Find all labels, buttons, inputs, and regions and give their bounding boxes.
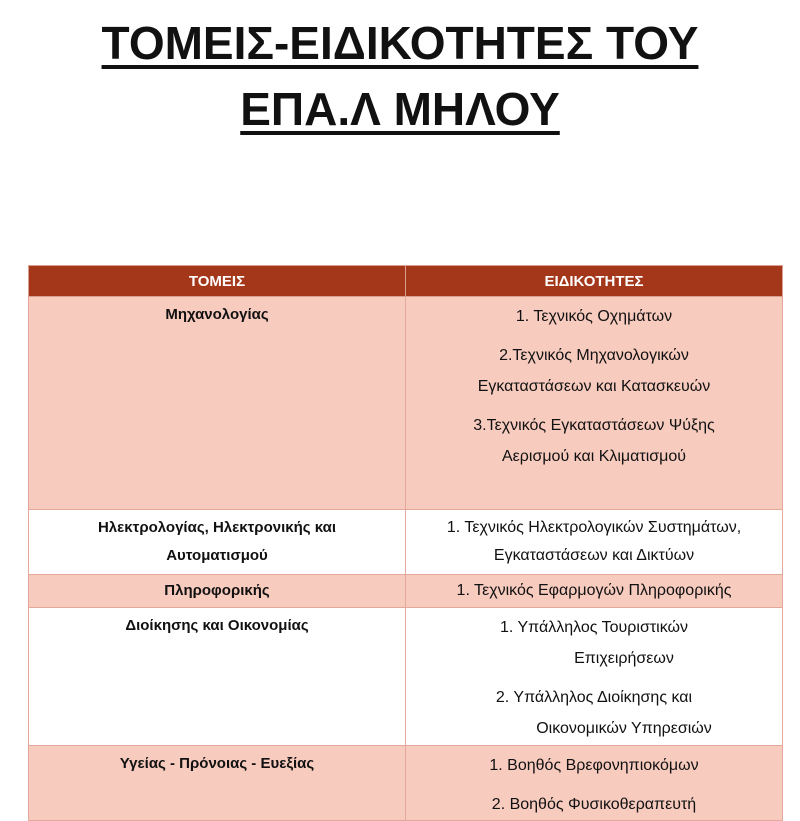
specialty-item: 1. Τεχνικός Εφαρμογών Πληροφορικής (456, 582, 732, 599)
specialty-item: Εγκαταστάσεων και Δικτύων (493, 547, 695, 564)
sector-cell (29, 608, 406, 746)
sector-cell (29, 297, 406, 510)
table-row (29, 297, 783, 510)
sector-name: Υγείας - Πρόνοιας - Ευεξίας (119, 755, 315, 772)
table-row (29, 746, 783, 821)
specialty-item: Επιχειρήσεων (574, 650, 674, 667)
table-row (29, 608, 783, 746)
specialty-item: 1. Τεχνικός Ηλεκτρολογικών Συστημάτων, (446, 519, 742, 536)
sector-name: Διοίκησης και Οικονομίας (125, 617, 309, 634)
table-row (29, 575, 783, 608)
specialty-item: 2. Βοηθός Φυσικοθεραπευτή (491, 796, 697, 813)
specialty-item: Αερισμού και Κλιματισμού (501, 448, 686, 465)
sectors-table (28, 265, 783, 821)
table-row (29, 510, 783, 575)
specialties-cell (406, 575, 783, 608)
sector-cell (29, 746, 406, 821)
specialty-item: 1. Βοηθός Βρεφονηπιοκόμων (489, 757, 699, 774)
sector-name: Μηχανολογίας (165, 306, 269, 323)
sector-cell (29, 510, 406, 575)
specialty-item: 1. Τεχνικός Οχημάτων (515, 308, 673, 325)
specialty-item: Εγκαταστάσεων και Κατασκευών (477, 378, 711, 395)
specialty-item: 3.Τεχνικός Εγκαταστάσεων Ψύξης (473, 417, 715, 434)
specialty-item: 2. Υπάλληλος Διοίκησης και (495, 689, 693, 706)
specialty-item: 1. Υπάλληλος Τουριστικών (499, 619, 689, 636)
title-line-2: ΕΠΑ.Λ ΜΗΛΟΥ (240, 83, 560, 135)
sector-cell (29, 575, 406, 608)
specialties-cell (406, 297, 783, 510)
title-line-1: ΤΟΜΕΙΣ-ΕΙΔΙΚΟΤΗΤΕΣ ΤΟΥ (101, 17, 699, 69)
sector-name-line-1: Ηλεκτρολογίας, Ηλεκτρονικής και (97, 519, 337, 536)
specialty-item: Οικονομικών Υπηρεσιών (536, 720, 712, 737)
page-title (0, 10, 800, 142)
sector-name: Πληροφορικής (164, 582, 270, 599)
specialties-cell (406, 746, 783, 821)
specialties-cell (406, 510, 783, 575)
specialty-item: 2.Τεχνικός Μηχανολογικών (499, 347, 689, 364)
header-specialties: ΕΙΔΙΚΟΤΗΤΕΣ (406, 266, 783, 297)
specialties-cell (406, 608, 783, 746)
header-sectors: ΤΟΜΕΙΣ (29, 266, 406, 297)
sector-name-line-2: Αυτοματισμού (166, 547, 268, 564)
table-header-row (29, 266, 783, 297)
